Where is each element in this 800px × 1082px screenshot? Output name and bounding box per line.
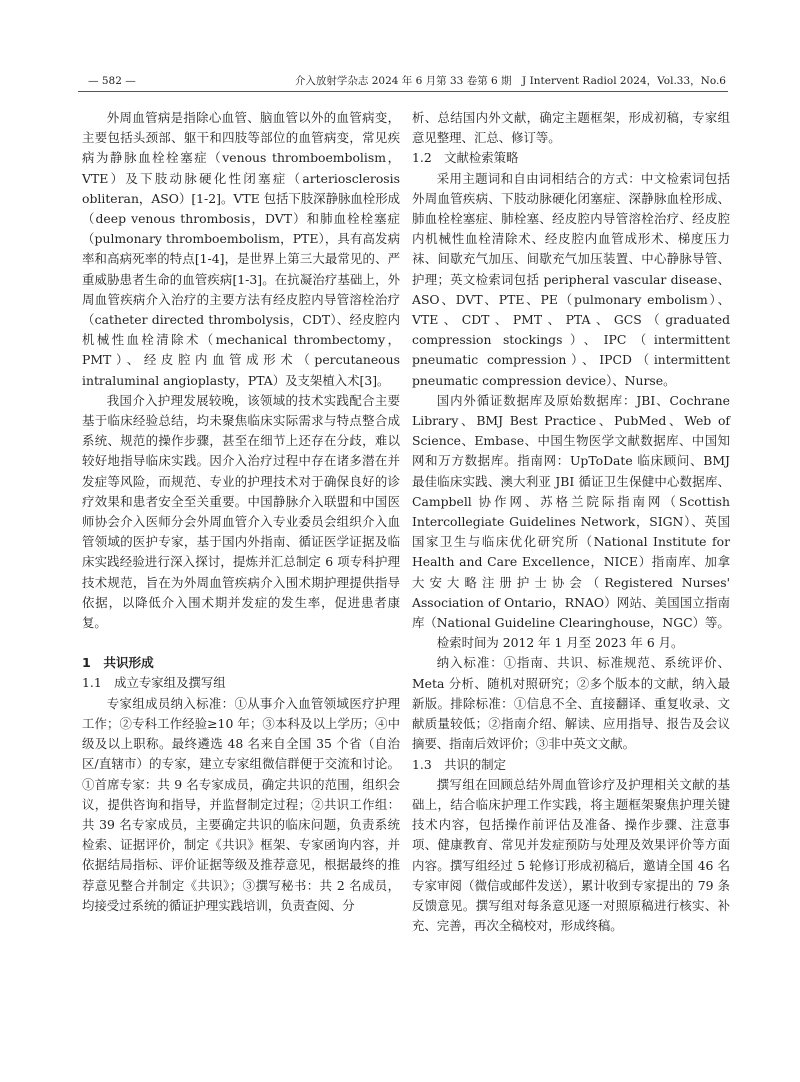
- consensus-formulation-paragraph: 撰写组在回顾总结外周血管诊疗及护理相关文献的基础上，结合临床护理工作实践，将主题框架聚焦护理关键技术内容，包括操作前评估及准备、操作步骤、注意事项、健康教育、常见并发症预防与处理及效果评价等方面内容。撰写组经过 5 轮修订形成初稿后，邀请全国 46 名专家审阅（微信或邮件发送），累计收到专家提出的 79 条反馈意见。撰写组对每条意见逐一对照原稿进行核实、补充、完善，再次全稿校对，形成终稿。: [412, 776, 730, 934]
- continued-paragraph: 析、总结国内外文献，确定主题框架，形成初稿，专家组意见整理、汇总、修订等。: [412, 110, 730, 146]
- criteria-paragraph: 纳入标准：①指南、共识、标准规范、系统评价、Meta 分析、随机对照研究；②多个版本的文献，纳入最新版。排除标准：①信息不全、直接翻译、重复收录、文献质量较低；②指南介绍、解读、应用指导、报告及会议摘要、指南后效评价；③非中英文文献。: [412, 655, 730, 752]
- section-heading-1: 1 共识形成: [82, 655, 154, 671]
- section-spacer: [82, 633, 400, 653]
- search-terms-paragraph: 采用主题词和自由词相结合的方式：中文检索词包括外周血管疾病、下肢动脉硬化闭塞症、深静脉血栓形成、肺血栓栓塞症、肺栓塞、经皮腔内导管溶栓治疗、经皮腔内机械性血栓清除术、经皮腔内血管成形术、梯度压力袜、间歇充气加压、间歇充气加压装置、中心静脉导管、护理；英文检索词包括 peripheral vascular disease、ASO、DVT、PTE、PE（pulmonary embolism）、VTE、CDT、PMT、PTA、GCS（graduated compression stockings）、IPC（intermittent pneumatic compression）、IPCD（intermittent pneumatic compression device）、Nurse。: [412, 170, 730, 388]
- subsection-heading-1-1: 1.1 成立专家组及撰写组: [82, 675, 226, 691]
- running-header: [78, 71, 728, 92]
- databases-paragraph: 国内外循证数据库及原始数据库：JBI、Cochrane Library、BMJ Best Practice、PubMed、Web of Science、Embase、中国生物医学文献数据库、中国知网和万方数据库。指南网：UpToDate 临床顾问、BMJ 最佳临床实践、澳大利亚 JBI 循证卫生保健中心数据库、Campbell 协作网、苏格兰院际指南网（Scottish Intercollegiate Guidelines Network，SIGN）、英国国家卫生与临床优化研究所（National Institute for Health and Care Excellence，NICE）指南库、加拿大安大略注册护士协会（Registered Nurses' Association of Ontario，RNAO）网站、美国国立指南库（National Guideline Clearinghouse，NGC）等。: [412, 392, 730, 631]
- search-period-paragraph: 检索时间为 2012 年 1 月至 2023 年 6 月。: [436, 635, 684, 651]
- journal-citation: 介入放射学杂志 2024 年 6 月第 33 卷第 6 期 J Intervent Radiol 2024，Vol.33，No.6: [294, 75, 726, 87]
- subsection-heading-1-3: 1.3 共识的制定: [412, 756, 507, 772]
- expert-group-paragraph: 专家组成员纳入标准：①从事介入血管领域医疗护理工作；②专科工作经验≥10 年；③本科及以上学历；④中级及以上职称。最终遴选 48 名来自全国 35 个省（自治区/直辖市）的专家，建立专家组微信群便于交流和讨论。①首席专家：共 9 名专家成员，确定共识的范围，组织会议，提供咨询和指导，并监督制定过程；②共识工作组：共 39 名专家成员，主要确定共识的临床问题，负责系统检索、证据评价，制定《共识》框架、专家函询内容，并依据结局指标、评价证据等级及推荐意见，根据最终的推荐意见整合并制定《共识》；③撰写秘书：共 2 名成员，均接受过系统的循证护理实践培训，负责查阅、分: [82, 695, 400, 913]
- intro-paragraph-2: 我国介入护理发展较晚，该领域的技术实践配合主要基于临床经验总结，均未聚焦临床实际需求与特点整合成系统、规范的操作步骤，甚至在细节上还存在分歧，难以较好地指导临床实践。因介入治疗过程中存在诸多潜在并发症等风险，而规范、专业的护理技术对于确保良好的诊疗效果和患者安全至关重要。中国静脉介入联盟和中国医师协会介入医师分会外周血管介入专业委员会组织介入血管领域的医护专家，基于国内外指南、循证医学证据及临床实践经验进行深入探讨，提炼并汇总制定 6 项专科护理技术规范，旨在为外周血管疾病介入围术期护理提供指导依据，以降低介入围术期并发症的发生率，促进患者康复。: [82, 392, 400, 631]
- intro-paragraph-1: 外周血管病是指除心血管、脑血管以外的血管病变，主要包括头颈部、躯干和四肢等部位的血管病变，常见疾病为静脉血栓栓塞症（venous thromboembolism，VTE）及下肢动脉硬化性闭塞症（arteriosclerosis obliteran，ASO）[1-2]。VTE 包括下肢深静脉血栓形成（deep venous thrombosis，DVT）和肺血栓栓塞症（pulmonary thromboembolism，PTE），具有高发病率和高病死率的特点[1-4]，是世界上第三大最常见的、严重威胁患者生命的血管疾病[1-3]。在抗凝治疗基础上，外周血管疾病介入治疗的主要方法有经皮腔内导管溶栓治疗（catheter directed thrombolysis，CDT）、经皮腔内机械性血栓清除术（mechanical thrombectomy，PMT）、经皮腔内血管成形术（percutaneous intraluminal angioplasty，PTA）及支架植入术[3]。: [82, 110, 400, 388]
- page-number: — 582 —: [88, 75, 136, 87]
- left-column: [82, 108, 400, 916]
- right-column: [412, 108, 730, 936]
- subsection-heading-1-2: 1.2 文献检索策略: [412, 150, 519, 166]
